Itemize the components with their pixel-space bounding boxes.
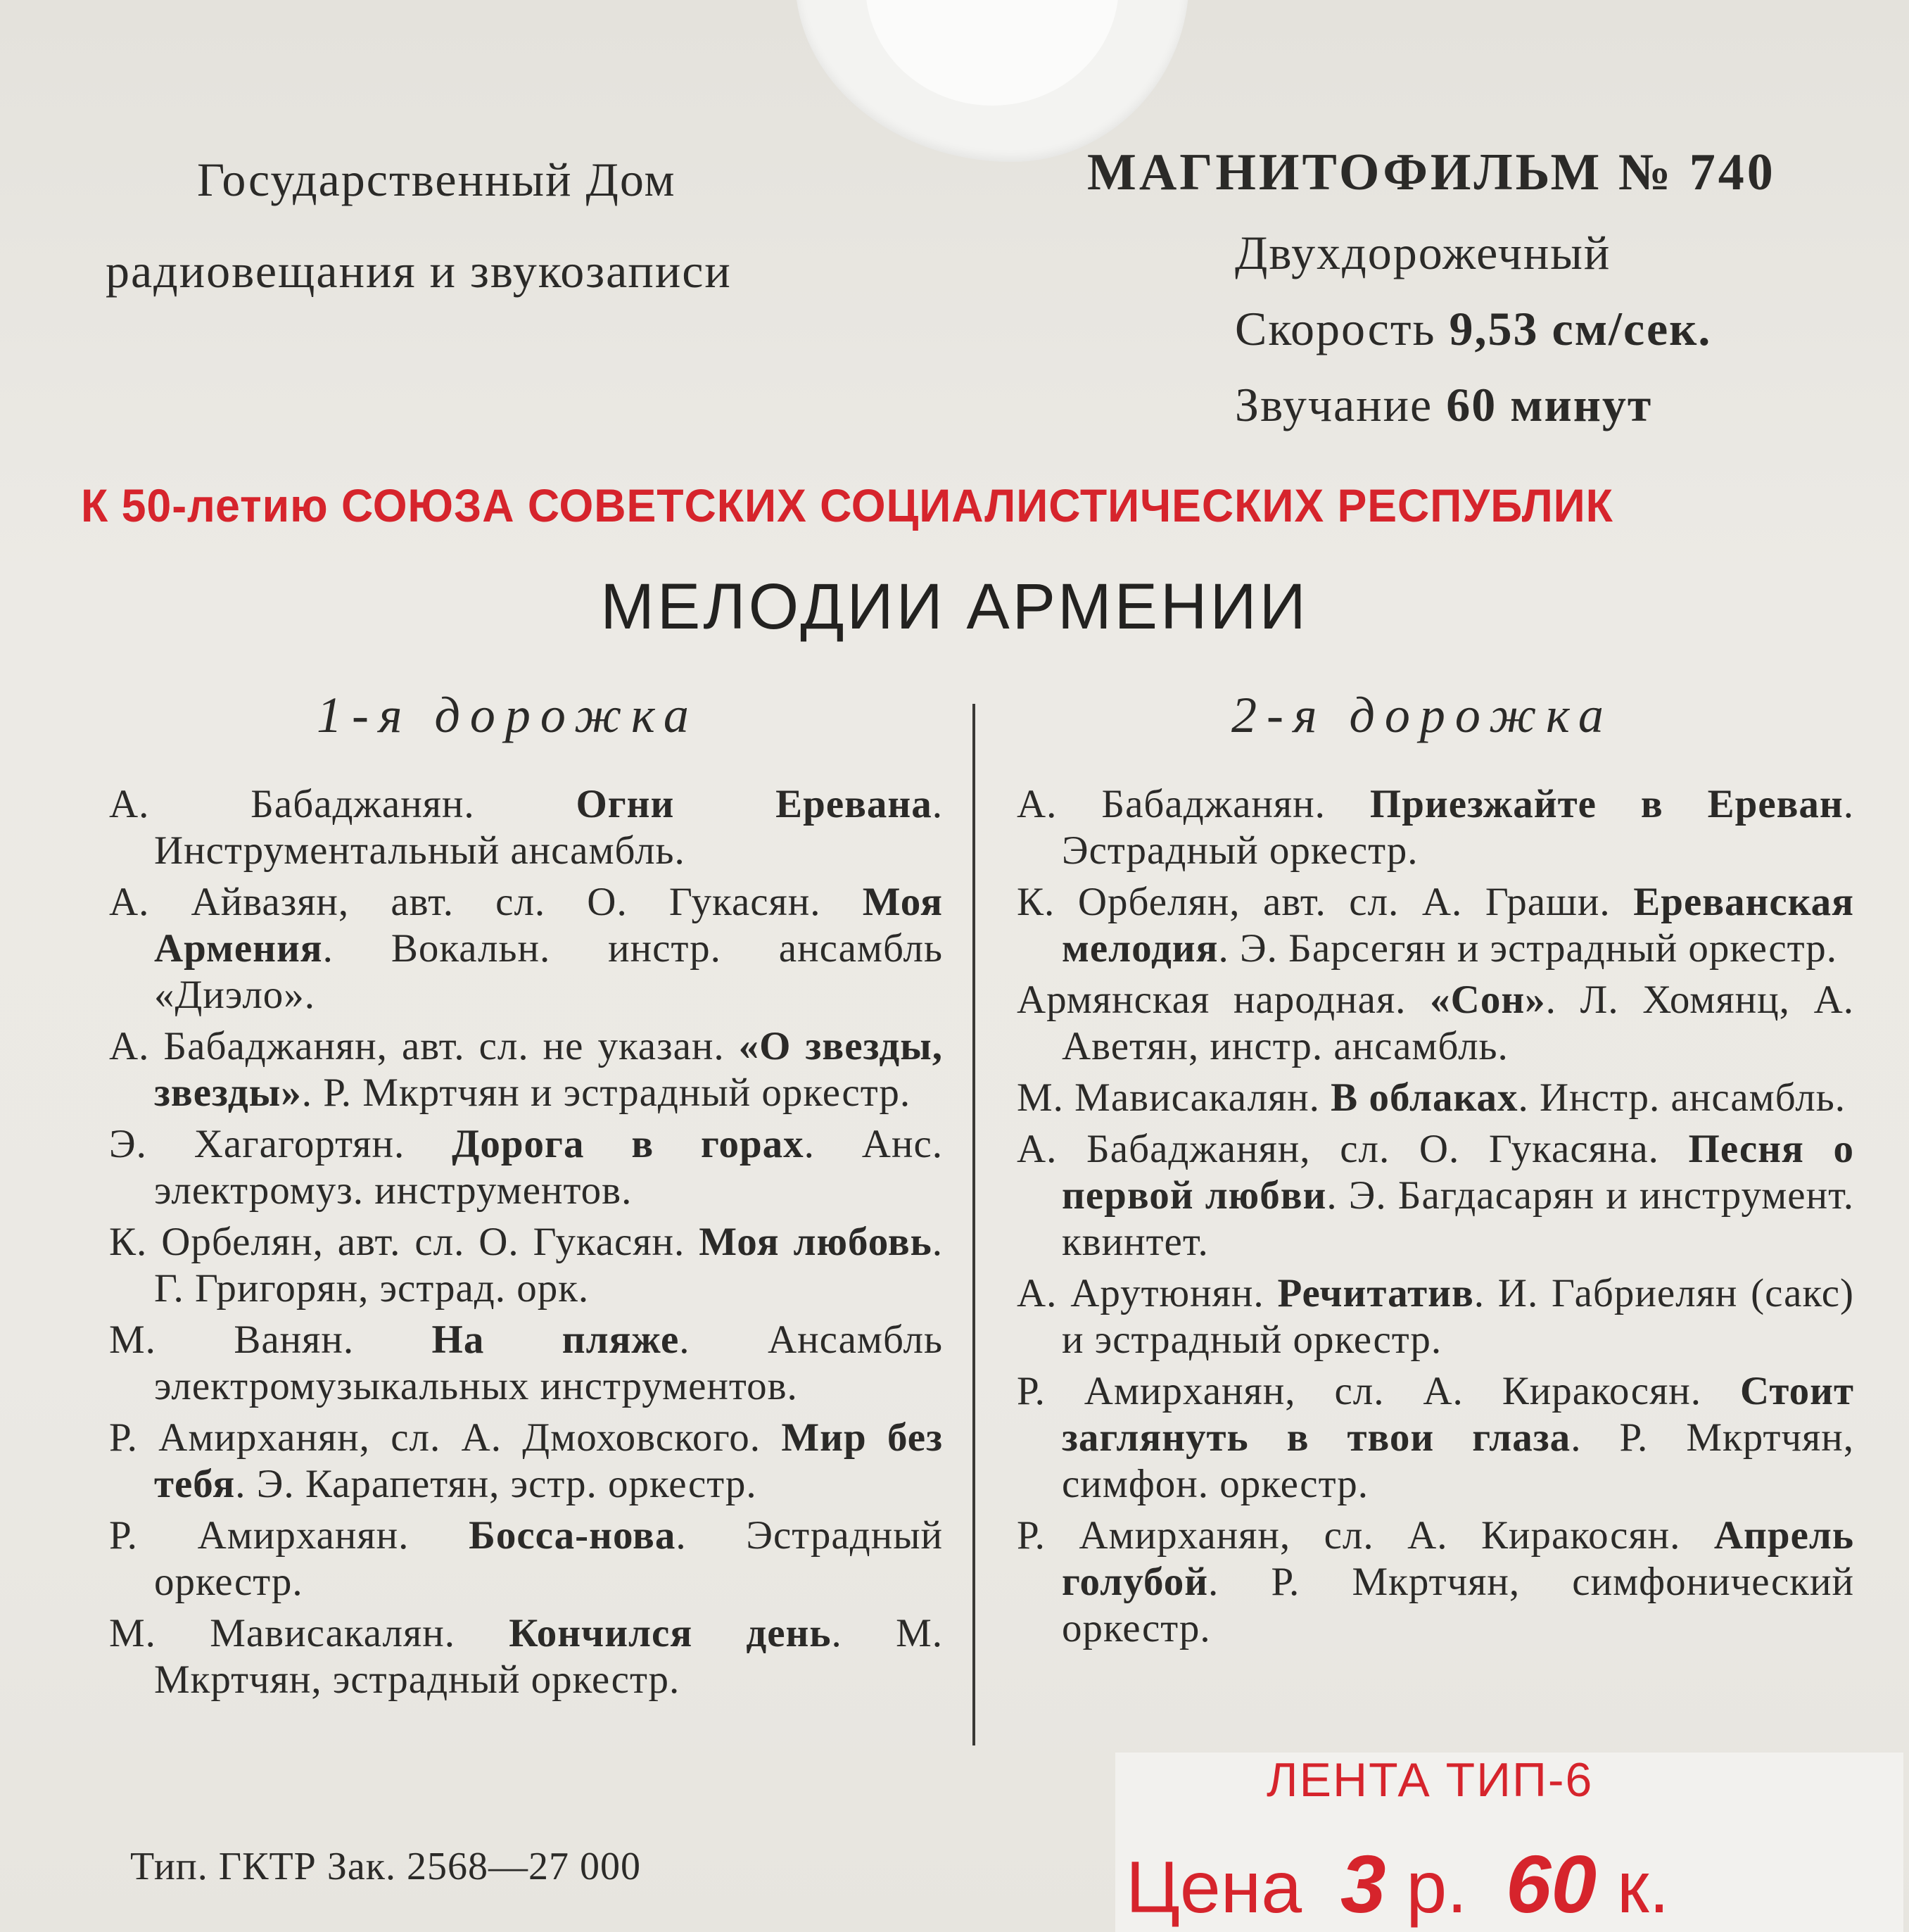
track-entry — [109, 1023, 943, 1116]
entry-song-title: В облаках — [1331, 1075, 1518, 1120]
film-number: МАГНИТОФИЛЬМ № 740 — [1087, 144, 1776, 201]
entry-song-title: Мир без тебя — [154, 1415, 943, 1506]
track-entry — [109, 1610, 943, 1703]
entry-performers: . Р. Мкртчян, симфон. оркестр. — [1062, 1415, 1854, 1506]
entry-song-title: Кончился день — [509, 1611, 832, 1655]
entry-performers: . Э. Карапетян, эстр. оркестр. — [235, 1462, 757, 1506]
entry-credits: М. Мависакалян. — [109, 1611, 509, 1655]
tape-spec-block — [1087, 130, 1861, 443]
entry-credits: А. Бабаджанян, авт. сл. не указан. — [109, 1024, 739, 1068]
entry-performers: . Ансамбль электромузыкальных инструментов. — [154, 1318, 943, 1408]
entry-performers: . Вокальн. инстр. ансамбль «Диэло». — [154, 926, 943, 1017]
track-entry — [109, 879, 943, 1018]
entry-credits: Р. Амирханян, сл. А. Киракосян. — [1017, 1369, 1740, 1413]
entry-song-title: Дорога в горах — [452, 1122, 804, 1166]
entry-credits: К. Орбелян, авт. сл. А. Граши. — [1017, 880, 1634, 924]
entry-song-title: Огни Еревана — [576, 782, 932, 826]
price — [1126, 1837, 1900, 1931]
entry-song-title: На пляже — [431, 1318, 680, 1362]
track-entry — [109, 781, 943, 874]
anniversary-line: К 50-летию СОЮЗА СОВЕТСКИХ СОЦИАЛИСТИЧЕСКИХ РЕСПУБЛИК — [81, 479, 1613, 531]
spec-duration-label: Звучание — [1235, 378, 1433, 431]
track-entry — [1017, 1368, 1854, 1508]
entry-song-title: «Сон» — [1430, 978, 1546, 1022]
entry-performers: . Р. Мкртчян, симфонический оркестр. — [1062, 1560, 1854, 1650]
rub-abbr: р. — [1406, 1847, 1468, 1928]
track-entry — [1017, 1270, 1854, 1363]
entry-performers: . Эстрадный оркестр. — [154, 1513, 943, 1604]
entry-song-title: Речитатив — [1277, 1271, 1474, 1315]
spec-duration-value: 60 минут — [1446, 378, 1653, 431]
entry-credits: А. Бабаджанян. — [109, 782, 576, 826]
track-entry — [109, 1219, 943, 1312]
entry-credits: А. Арутюнян. — [1017, 1271, 1278, 1315]
entry-song-title: Босса-нова — [469, 1513, 676, 1558]
track-entry — [109, 1415, 943, 1508]
entry-credits: А. Бабаджанян. — [1017, 782, 1370, 826]
entry-song-title: Апрель голубой — [1062, 1513, 1854, 1604]
entry-credits: Р. Амирханян, сл. А. Дмоховского. — [109, 1415, 782, 1460]
entry-song-title: Моя любовь — [699, 1220, 932, 1264]
album-title: МЕЛОДИИ АРМЕНИИ — [600, 571, 1309, 643]
kop-abbr: к. — [1616, 1847, 1670, 1928]
track2-list — [1017, 781, 1854, 1657]
entry-performers: . И. Габриелян (сакс) и эстрадный оркестр. — [1062, 1271, 1855, 1362]
entry-performers: . Э. Багдасарян и инструмент. квинтет. — [1062, 1173, 1854, 1264]
entry-song-title: Стоит заглянуть в твои глаза — [1062, 1369, 1854, 1460]
track-entry — [1017, 879, 1854, 972]
publisher-block — [106, 134, 915, 317]
entry-performers: . Инстр. ансамбль. — [1518, 1075, 1846, 1120]
publisher-line-1: Государственный Дом — [197, 153, 676, 206]
entry-performers: . Эстрадный оркестр. — [1062, 782, 1855, 873]
track1-list — [109, 781, 943, 1708]
entry-performers: . Анс. электромуз. инструментов. — [154, 1122, 944, 1213]
entry-credits: М. Ванян. — [109, 1318, 432, 1362]
price-label: Цена — [1126, 1847, 1302, 1928]
entry-performers: . М. Мкртчян, эстрадный оркестр. — [154, 1611, 943, 1702]
entry-song-title: Моя Армения — [154, 880, 943, 971]
entry-credits: М. Мависакалян. — [1017, 1075, 1331, 1120]
entry-credits: Э. Хагагортян. — [109, 1122, 452, 1166]
track-entry — [109, 1513, 943, 1605]
publisher-line-2: радиовещания и звукозаписи — [106, 244, 732, 298]
track-entry — [1017, 1126, 1854, 1265]
spec-duration — [1087, 367, 1861, 443]
track-entry — [109, 1121, 943, 1214]
entry-credits: А. Бабаджанян, сл. О. Гукасяна. — [1017, 1127, 1689, 1171]
track2-heading: 2-я дорожка — [1231, 687, 1613, 743]
entry-song-title: Ереванская мелодия — [1062, 880, 1854, 971]
spec-speed — [1087, 291, 1861, 367]
entry-credits: Р. Амирханян, сл. А. Киракосян. — [1017, 1513, 1714, 1558]
spec-tracks: Двухдорожечный — [1235, 226, 1611, 279]
track-entry — [1017, 977, 1854, 1070]
entry-performers: . Г. Григорян, эстрад. орк. — [154, 1220, 944, 1311]
entry-song-title: Песня о первой любви — [1062, 1127, 1855, 1218]
entry-credits: К. Орбелян, авт. сл. О. Гукасян. — [109, 1220, 699, 1264]
entry-credits: Р. Амирханян. — [109, 1513, 469, 1558]
entry-performers: . Инструментальный ансамбль. — [154, 782, 943, 873]
spec-speed-value: 9,53 см/сек. — [1449, 302, 1712, 355]
track-entry — [1017, 1513, 1854, 1652]
price-rub: 3 — [1340, 1838, 1386, 1930]
column-divider — [972, 704, 975, 1745]
entry-credits: А. Айвазян, авт. сл. О. Гукасян. — [109, 880, 863, 924]
entry-performers: . Э. Барсегян и эстрадный оркестр. — [1218, 926, 1837, 971]
price-kop: 60 — [1506, 1838, 1597, 1930]
track-entry — [109, 1317, 943, 1410]
entry-credits: Армянская народная. — [1017, 978, 1431, 1022]
tape-type: ЛЕНТА ТИП-6 — [1267, 1753, 1594, 1807]
entry-performers: . Р. Мкртчян и эстрадный оркестр. — [301, 1071, 911, 1115]
track-entry — [1017, 781, 1854, 874]
print-info: Тип. ГКТР Зак. 2568—27 000 — [130, 1845, 641, 1888]
track1-heading: 1-я дорожка — [317, 687, 699, 743]
track-entry — [1017, 1075, 1854, 1121]
entry-song-title: «О звезды, звезды» — [154, 1024, 943, 1115]
spec-speed-label: Скорость — [1235, 302, 1436, 355]
entry-performers: . Л. Хомянц, А. Аветян, инстр. ансамбль. — [1062, 978, 1854, 1068]
entry-song-title: Приезжайте в Ереван — [1369, 782, 1844, 826]
